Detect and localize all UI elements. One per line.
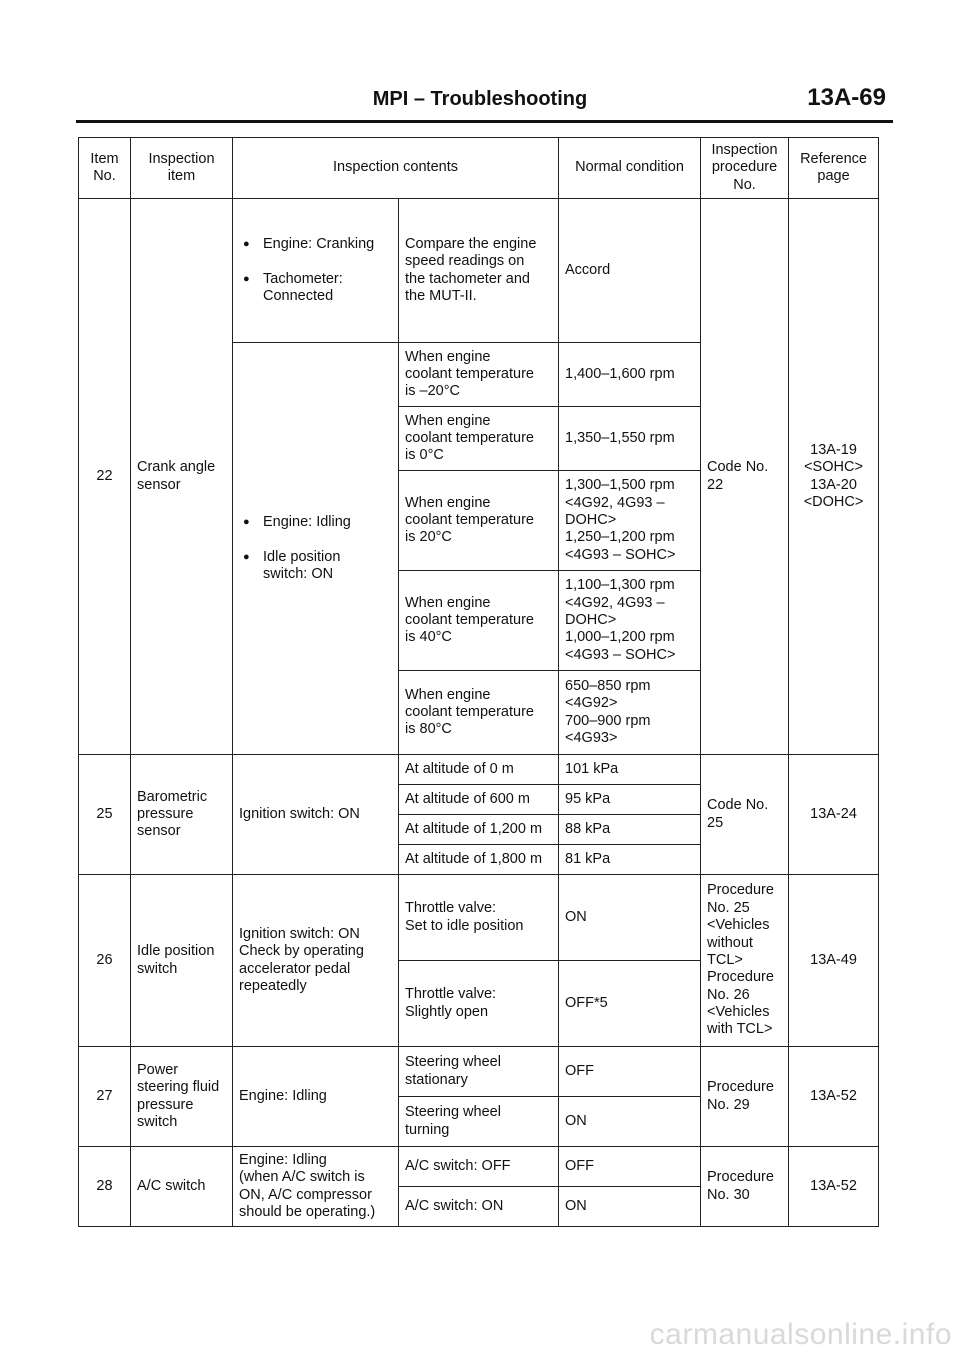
condition-bullet: ● Engine: Cranking bbox=[239, 236, 392, 253]
inspection-subcondition: At altitude of 1,200 m bbox=[399, 815, 559, 845]
table-row bbox=[79, 755, 879, 785]
inspection-condition: Engine: Idling (when A/C switch is ON, A/C compressor should be operating.) bbox=[233, 1147, 399, 1227]
inspection-subcondition: Throttle valve: Slightly open bbox=[399, 961, 559, 1047]
inspection-subcondition: When engine coolant temperature is 80°C bbox=[399, 671, 559, 755]
inspection-condition: Engine: Idling bbox=[233, 1047, 399, 1147]
inspection-item: Crank angle sensor bbox=[131, 199, 233, 755]
inspection-subcondition: At altitude of 0 m bbox=[399, 755, 559, 785]
reference-page: 13A-19 <SOHC> 13A-20 <DOHC> bbox=[789, 199, 879, 755]
inspection-subcondition: Steering wheel turning bbox=[399, 1097, 559, 1147]
procedure-no: Procedure No. 30 bbox=[701, 1147, 789, 1227]
inspection-condition: Ignition switch: ON bbox=[233, 755, 399, 875]
table-row bbox=[79, 1047, 879, 1097]
normal-condition: OFF bbox=[559, 1047, 701, 1097]
normal-condition: OFF bbox=[559, 1147, 701, 1187]
reference-page: 13A-24 bbox=[789, 755, 879, 875]
table-row bbox=[79, 199, 879, 343]
item-no: 25 bbox=[79, 755, 131, 875]
condition-bullet: ● Engine: Idling bbox=[239, 514, 392, 531]
header-rule bbox=[76, 120, 893, 123]
inspection-subcondition: When engine coolant temperature is 0°C bbox=[399, 407, 559, 471]
normal-condition: 1,350–1,550 rpm bbox=[559, 407, 701, 471]
normal-condition: 101 kPa bbox=[559, 755, 701, 785]
col-inspection-item: Inspection item bbox=[131, 138, 233, 199]
table-row bbox=[79, 875, 879, 961]
reference-page: 13A-49 bbox=[789, 875, 879, 1047]
condition-bullet: ● Tachometer: Connected bbox=[239, 271, 392, 306]
reference-page: 13A-52 bbox=[789, 1047, 879, 1147]
normal-condition: 1,300–1,500 rpm <4G92, 4G93 – DOHC> 1,250–1,200 rpm <4G93 – SOHC> bbox=[559, 471, 701, 571]
inspection-item: Idle position switch bbox=[131, 875, 233, 1047]
col-reference-page: Reference page bbox=[789, 138, 879, 199]
table-row bbox=[79, 1147, 879, 1187]
procedure-no: Procedure No. 25 <Vehicles without TCL> Procedure No. 26 <Vehicles with TCL> bbox=[701, 875, 789, 1047]
inspection-condition: Ignition switch: ON Check by operating accelerator pedal repeatedly bbox=[233, 875, 399, 1047]
normal-condition: Accord bbox=[559, 199, 701, 343]
inspection-item: Barometric pressure sensor bbox=[131, 755, 233, 875]
normal-condition: ON bbox=[559, 1097, 701, 1147]
inspection-condition bbox=[233, 199, 399, 343]
inspection-subcondition: Throttle valve: Set to idle position bbox=[399, 875, 559, 961]
col-normal-condition: Normal condition bbox=[559, 138, 701, 199]
page-title: MPI – Troubleshooting bbox=[372, 88, 588, 110]
inspection-subcondition: When engine coolant temperature is 20°C bbox=[399, 471, 559, 571]
inspection-subcondition: When engine coolant temperature is 40°C bbox=[399, 571, 559, 671]
normal-condition: 88 kPa bbox=[559, 815, 701, 845]
normal-condition: ON bbox=[559, 1187, 701, 1227]
troubleshooting-table bbox=[78, 137, 879, 1227]
inspection-item: Power steering fluid pressure switch bbox=[131, 1047, 233, 1147]
inspection-condition bbox=[233, 343, 399, 755]
watermark: carmanualsonline.info bbox=[649, 1318, 952, 1351]
inspection-subcondition: When engine coolant temperature is –20°C bbox=[399, 343, 559, 407]
inspection-subcondition: At altitude of 600 m bbox=[399, 785, 559, 815]
normal-condition: OFF*5 bbox=[559, 961, 701, 1047]
inspection-subcondition: A/C switch: ON bbox=[399, 1187, 559, 1227]
col-inspection-contents: Inspection contents bbox=[233, 138, 559, 199]
inspection-subcondition: At altitude of 1,800 m bbox=[399, 845, 559, 875]
normal-condition: 1,400–1,600 rpm bbox=[559, 343, 701, 407]
page-number: 13A-69 bbox=[807, 84, 886, 111]
item-no: 28 bbox=[79, 1147, 131, 1227]
condition-bullet: ● Idle position switch: ON bbox=[239, 549, 392, 584]
inspection-subcondition: A/C switch: OFF bbox=[399, 1147, 559, 1187]
procedure-no: Code No. 25 bbox=[701, 755, 789, 875]
item-no: 22 bbox=[79, 199, 131, 755]
normal-condition: ON bbox=[559, 875, 701, 961]
inspection-subcondition: Steering wheel stationary bbox=[399, 1047, 559, 1097]
normal-condition: 650–850 rpm <4G92> 700–900 rpm <4G93> bbox=[559, 671, 701, 755]
item-no: 26 bbox=[79, 875, 131, 1047]
normal-condition: 81 kPa bbox=[559, 845, 701, 875]
item-no: 27 bbox=[79, 1047, 131, 1147]
inspection-subcondition: Compare the engine speed readings on the tachometer and the MUT-II. bbox=[399, 199, 559, 343]
col-item-no: Item No. bbox=[79, 138, 131, 199]
procedure-no: Code No. 22 bbox=[701, 199, 789, 755]
inspection-item: A/C switch bbox=[131, 1147, 233, 1227]
reference-page: 13A-52 bbox=[789, 1147, 879, 1227]
col-procedure-no: Inspection procedure No. bbox=[701, 138, 789, 199]
normal-condition: 95 kPa bbox=[559, 785, 701, 815]
table-header-row bbox=[79, 138, 879, 199]
normal-condition: 1,100–1,300 rpm <4G92, 4G93 – DOHC> 1,000–1,200 rpm <4G93 – SOHC> bbox=[559, 571, 701, 671]
procedure-no: Procedure No. 29 bbox=[701, 1047, 789, 1147]
